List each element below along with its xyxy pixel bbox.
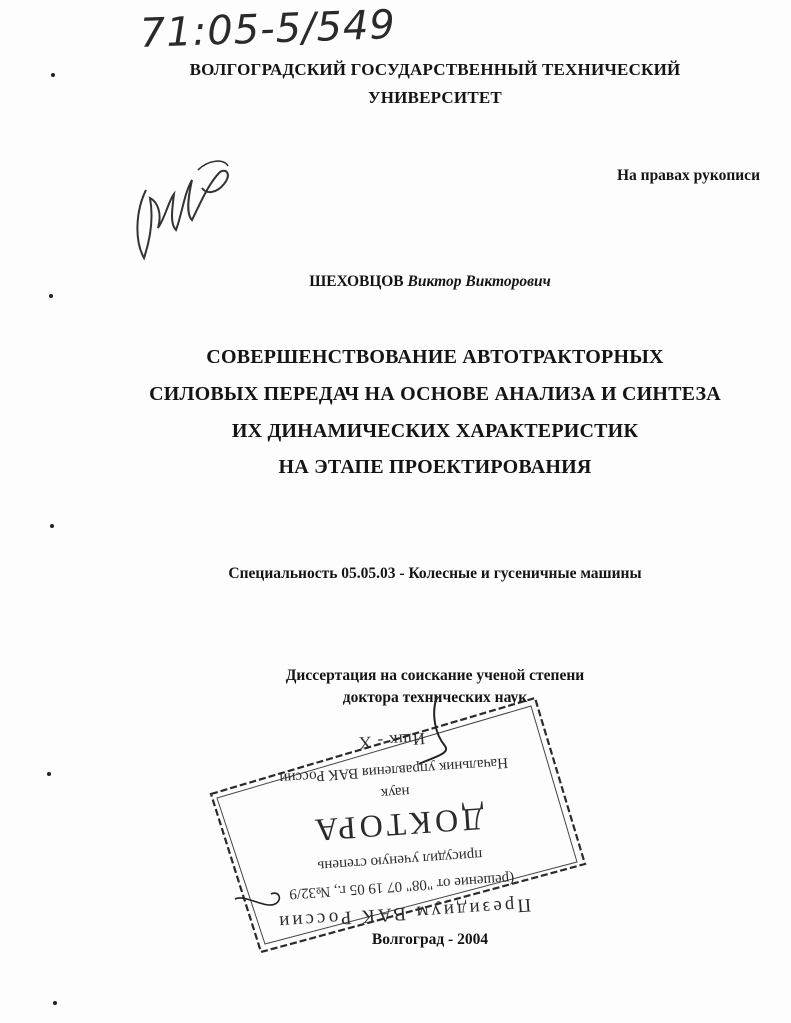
margin-mark	[50, 524, 54, 528]
dissertation-degree-line-2: доктора технических наук	[342, 689, 528, 706]
thesis-title-line-4: НА ЭТАПЕ ПРОЕКТИРОВАНИЯ	[278, 456, 592, 478]
stamp-line-signature: Ишк - Х	[357, 728, 426, 753]
thesis-title-line-2: СИЛОВЫХ ПЕРЕДАЧ НА ОСНОВЕ АНАЛИЗА И СИНТЕЗА	[149, 383, 721, 405]
university-name-line-2: УНИВЕРСИТЕТ	[368, 88, 502, 107]
stamp-line-presidium: Президиум ВАК России	[275, 893, 532, 933]
stamp-line-decision: (решение от "08" 07 19 05 г., №32/9	[288, 870, 515, 902]
stamp-line-awarded: присудил ученую степень	[317, 846, 483, 874]
thesis-title-line-3: ИХ ДИНАМИЧЕСКИХ ХАРАКТЕРИСТИК	[231, 420, 639, 442]
margin-mark	[49, 294, 53, 298]
stamp-line-head: Начальник управления ВАК России	[278, 754, 509, 787]
archive-number: 71:05-5/549	[139, 1, 397, 57]
specialty-line: Специальность 05.05.03 - Колесные и гусеничные машины	[228, 565, 642, 582]
stamp-text-block	[196, 681, 598, 969]
dissertation-degree-line-1: Диссертация на соискание ученой степени	[285, 667, 585, 684]
margin-mark	[47, 772, 51, 776]
thesis-title-line-1: СОВЕРШЕНСТВОВАНИЕ АВТОТРАКТОРНЫХ	[206, 346, 664, 368]
stamp-line-degree: ДОКТОРА	[309, 800, 486, 850]
handwritten-signature	[128, 150, 238, 265]
university-name-line-1: ВОЛГОГРАДСКИЙ ГОСУДАРСТВЕННЫЙ ТЕХНИЧЕСКИЙ	[189, 60, 681, 79]
author-surname: ШЕХОВЦОВ	[309, 273, 404, 290]
author-name	[230, 273, 630, 291]
city-and-year: Волгоград - 2004	[371, 931, 489, 948]
stamp-line-field: наук	[380, 783, 411, 802]
manuscript-rights-note: На правах рукописи	[616, 167, 760, 184]
margin-mark	[53, 1001, 57, 1005]
margin-mark	[51, 73, 55, 77]
vak-approval-stamp	[205, 694, 590, 956]
author-given-names: Виктор Викторович	[407, 273, 551, 290]
